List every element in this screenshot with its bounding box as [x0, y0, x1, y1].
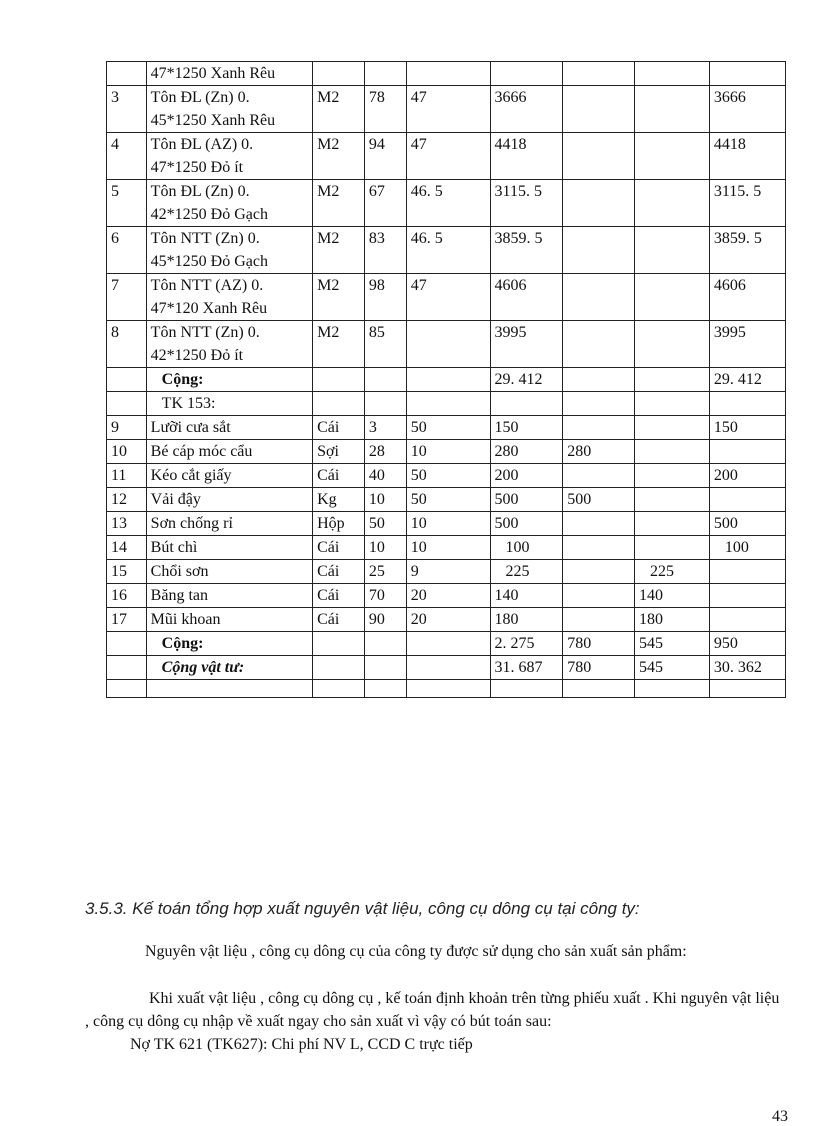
- cell-name: Kéo cắt giấy: [146, 464, 312, 488]
- cell-unit: Cái: [313, 464, 365, 488]
- cell-name: TK 153:: [146, 392, 312, 416]
- subtotal-row: [107, 632, 786, 656]
- table-row: [107, 62, 786, 86]
- cell-unit: [313, 656, 365, 680]
- cell-col6: [563, 227, 635, 274]
- cell-qty: 78: [364, 86, 406, 133]
- table-row: [107, 488, 786, 512]
- cell-name: Tôn ĐL (Zn) 0. 45*1250 Xanh Rêu: [146, 86, 312, 133]
- cell-price: 10: [406, 512, 490, 536]
- cell-amount: 500: [490, 512, 563, 536]
- cell-price: [406, 656, 490, 680]
- cell-col7: [634, 392, 709, 416]
- cell-qty: 3: [364, 416, 406, 440]
- cell-col7: [634, 440, 709, 464]
- cell-name: Băng tan: [146, 584, 312, 608]
- cell-qty: 70: [364, 584, 406, 608]
- cell-col7: [634, 464, 709, 488]
- table-row: [107, 560, 786, 584]
- table-row: [107, 416, 786, 440]
- cell-qty: 83: [364, 227, 406, 274]
- cell-qty: 94: [364, 133, 406, 180]
- cell-no: [107, 392, 147, 416]
- cell-no: [107, 368, 147, 392]
- cell-col7: [634, 368, 709, 392]
- cell-qty: 85: [364, 321, 406, 368]
- cell-qty: [364, 632, 406, 656]
- cell-name: Bút chì: [146, 536, 312, 560]
- cell-name: Tôn NTT (Zn) 0. 42*1250 Đỏ ít: [146, 321, 312, 368]
- page-number: 43: [772, 1108, 788, 1125]
- cell-price: 47: [406, 86, 490, 133]
- cell-qty: 50: [364, 512, 406, 536]
- empty-row: [107, 680, 786, 698]
- cell-price: 46. 5: [406, 180, 490, 227]
- cell-price: 10: [406, 440, 490, 464]
- cell-name: Vải đậy: [146, 488, 312, 512]
- cell-no: 5: [107, 180, 147, 227]
- cell-name: Sơn chống rỉ: [146, 512, 312, 536]
- cell-col8: 29. 412: [709, 368, 785, 392]
- cell-col7: [634, 512, 709, 536]
- paragraph-debit: Nợ TK 621 (TK627): Chi phí NV L, CCD C trực tiếp: [130, 1036, 473, 1053]
- cell-unit: Cái: [313, 416, 365, 440]
- cell-no: [107, 656, 147, 680]
- cell-price: [406, 680, 490, 698]
- cell-col8: 500: [709, 512, 785, 536]
- cell-no: 8: [107, 321, 147, 368]
- cell-col8: 3995: [709, 321, 785, 368]
- table-row: [107, 440, 786, 464]
- cell-amount: 100: [490, 536, 563, 560]
- cell-col7: [634, 227, 709, 274]
- cell-name: Tôn ĐL (AZ) 0. 47*1250 Đỏ ít: [146, 133, 312, 180]
- cell-amount: 200: [490, 464, 563, 488]
- cell-amount: 3859. 5: [490, 227, 563, 274]
- cell-amount: 180: [490, 608, 563, 632]
- cell-no: 14: [107, 536, 147, 560]
- cell-unit: M2: [313, 133, 365, 180]
- cell-qty: [364, 656, 406, 680]
- cell-unit: [313, 368, 365, 392]
- cell-col7: 140: [634, 584, 709, 608]
- cell-col7: [634, 274, 709, 321]
- cell-no: 13: [107, 512, 147, 536]
- table-row: [107, 536, 786, 560]
- cell-col6: [563, 464, 635, 488]
- cell-unit: M2: [313, 274, 365, 321]
- cell-col8: 200: [709, 464, 785, 488]
- paragraph-entry: Khi xuất vật liệu , công cụ dông cụ , kế toán định khoản trên từng phiếu xuất . Khi nguyên vật liệu , công cụ dông cụ nhập về xuất ngay cho sản xuất vì vậy có bút toán sau:: [85, 990, 780, 1030]
- table-row: [107, 464, 786, 488]
- cell-col7: 225: [634, 560, 709, 584]
- cell-amount: 2. 275: [490, 632, 563, 656]
- cell-col7: [634, 180, 709, 227]
- cell-col6: [563, 368, 635, 392]
- table-row: [107, 133, 786, 180]
- cell-col8: 30. 362: [709, 656, 785, 680]
- cell-col8: [709, 440, 785, 464]
- cell-col6: 780: [563, 656, 635, 680]
- cell-amount: 280: [490, 440, 563, 464]
- cell-col6: [563, 86, 635, 133]
- subtotal-row: [107, 368, 786, 392]
- cell-col7: [634, 133, 709, 180]
- table-row: [107, 608, 786, 632]
- cell-col8: 950: [709, 632, 785, 656]
- cell-qty: 40: [364, 464, 406, 488]
- cell-amount: [490, 62, 563, 86]
- cell-name: Tôn NTT (AZ) 0. 47*120 Xanh Rêu: [146, 274, 312, 321]
- cell-col8: [709, 584, 785, 608]
- cell-col7: 545: [634, 656, 709, 680]
- cell-qty: 10: [364, 488, 406, 512]
- cell-price: 50: [406, 416, 490, 440]
- cell-name: [146, 680, 312, 698]
- cell-name: Tôn NTT (Zn) 0. 45*1250 Đỏ Gạch: [146, 227, 312, 274]
- cell-col6: [563, 180, 635, 227]
- cell-amount: 4606: [490, 274, 563, 321]
- cell-unit: Cái: [313, 536, 365, 560]
- cell-no: 7: [107, 274, 147, 321]
- cell-price: 10: [406, 536, 490, 560]
- grand-total-row: [107, 656, 786, 680]
- cell-name: 47*1250 Xanh Rêu: [146, 62, 312, 86]
- section-row: [107, 392, 786, 416]
- cell-unit: Hộp: [313, 512, 365, 536]
- cell-amount: 29. 412: [490, 368, 563, 392]
- cell-amount: [490, 680, 563, 698]
- cell-amount: 150: [490, 416, 563, 440]
- cell-no: 6: [107, 227, 147, 274]
- cell-col8: 4418: [709, 133, 785, 180]
- cell-col8: 3859. 5: [709, 227, 785, 274]
- table-row: [107, 321, 786, 368]
- cell-col6: 280: [563, 440, 635, 464]
- cell-col6: [563, 133, 635, 180]
- cell-price: 47: [406, 274, 490, 321]
- cell-unit: [313, 392, 365, 416]
- materials-table: [106, 61, 786, 698]
- cell-col8: [709, 488, 785, 512]
- cell-no: 3: [107, 86, 147, 133]
- cell-col6: [563, 392, 635, 416]
- section-heading: 3.5.3. Kế toán tổng hợp xuất nguyên vật liệu, công cụ dông cụ tại công ty:: [85, 899, 640, 918]
- cell-col8: 4606: [709, 274, 785, 321]
- cell-qty: 67: [364, 180, 406, 227]
- cell-col6: [563, 62, 635, 86]
- cell-name: Tôn ĐL (Zn) 0. 42*1250 Đỏ Gạch: [146, 180, 312, 227]
- cell-col6: [563, 608, 635, 632]
- cell-qty: 10: [364, 536, 406, 560]
- cell-qty: 98: [364, 274, 406, 321]
- cell-name: Chổi sơn: [146, 560, 312, 584]
- cell-amount: 140: [490, 584, 563, 608]
- cell-amount: 225: [490, 560, 563, 584]
- cell-unit: [313, 632, 365, 656]
- cell-col8: [709, 608, 785, 632]
- cell-unit: Kg: [313, 488, 365, 512]
- cell-col8: 100: [709, 536, 785, 560]
- cell-no: 12: [107, 488, 147, 512]
- cell-col6: [563, 584, 635, 608]
- cell-no: 17: [107, 608, 147, 632]
- cell-col7: [634, 680, 709, 698]
- cell-unit: M2: [313, 227, 365, 274]
- cell-col6: [563, 512, 635, 536]
- cell-col8: [709, 680, 785, 698]
- cell-col8: 150: [709, 416, 785, 440]
- cell-amount: 31. 687: [490, 656, 563, 680]
- cell-col6: [563, 536, 635, 560]
- cell-col7: [634, 416, 709, 440]
- cell-amount: [490, 392, 563, 416]
- cell-price: 9: [406, 560, 490, 584]
- table-row: [107, 584, 786, 608]
- cell-price: [406, 62, 490, 86]
- cell-price: 20: [406, 608, 490, 632]
- cell-price: [406, 392, 490, 416]
- cell-unit: Cái: [313, 584, 365, 608]
- cell-qty: 25: [364, 560, 406, 584]
- cell-col6: [563, 680, 635, 698]
- cell-no: 11: [107, 464, 147, 488]
- cell-name: Lưỡi cưa sắt: [146, 416, 312, 440]
- cell-price: [406, 632, 490, 656]
- cell-col8: 3666: [709, 86, 785, 133]
- cell-unit: Cái: [313, 608, 365, 632]
- cell-unit: Cái: [313, 560, 365, 584]
- cell-col6: [563, 274, 635, 321]
- cell-col8: 3115. 5: [709, 180, 785, 227]
- cell-no: 15: [107, 560, 147, 584]
- cell-no: 9: [107, 416, 147, 440]
- cell-no: 10: [107, 440, 147, 464]
- cell-qty: [364, 62, 406, 86]
- table-row: [107, 227, 786, 274]
- cell-qty: [364, 392, 406, 416]
- cell-no: 4: [107, 133, 147, 180]
- cell-qty: 90: [364, 608, 406, 632]
- cell-col6: [563, 416, 635, 440]
- cell-col6: 500: [563, 488, 635, 512]
- cell-unit: M2: [313, 321, 365, 368]
- cell-no: [107, 62, 147, 86]
- cell-name: Cộng:: [146, 368, 312, 392]
- cell-no: 16: [107, 584, 147, 608]
- cell-price: 46. 5: [406, 227, 490, 274]
- cell-price: 20: [406, 584, 490, 608]
- cell-qty: [364, 368, 406, 392]
- cell-col7: [634, 488, 709, 512]
- table-row: [107, 274, 786, 321]
- paragraph-usage: Nguyên vật liệu , công cụ dông cụ của công ty được sử dụng cho sản xuất sản phẩm:: [145, 943, 687, 960]
- cell-price: 50: [406, 488, 490, 512]
- cell-col8: [709, 62, 785, 86]
- cell-col7: 180: [634, 608, 709, 632]
- cell-col6: [563, 321, 635, 368]
- cell-unit: [313, 62, 365, 86]
- cell-amount: 3995: [490, 321, 563, 368]
- cell-price: [406, 321, 490, 368]
- table-row: [107, 512, 786, 536]
- cell-qty: 28: [364, 440, 406, 464]
- cell-unit: Sợi: [313, 440, 365, 464]
- cell-col6: [563, 560, 635, 584]
- cell-amount: 3115. 5: [490, 180, 563, 227]
- cell-col7: [634, 86, 709, 133]
- cell-col7: [634, 536, 709, 560]
- cell-no: [107, 632, 147, 656]
- cell-col7: 545: [634, 632, 709, 656]
- cell-price: 50: [406, 464, 490, 488]
- cell-price: [406, 368, 490, 392]
- cell-col6: 780: [563, 632, 635, 656]
- cell-price: 47: [406, 133, 490, 180]
- cell-col7: [634, 62, 709, 86]
- cell-name: Cộng:: [146, 632, 312, 656]
- cell-col8: [709, 392, 785, 416]
- cell-unit: M2: [313, 180, 365, 227]
- cell-no: [107, 680, 147, 698]
- cell-name: Bé cáp móc cẩu: [146, 440, 312, 464]
- cell-name: Mũi khoan: [146, 608, 312, 632]
- cell-qty: [364, 680, 406, 698]
- table-row: [107, 86, 786, 133]
- table-row: [107, 180, 786, 227]
- cell-amount: 4418: [490, 133, 563, 180]
- cell-amount: 500: [490, 488, 563, 512]
- cell-col8: [709, 560, 785, 584]
- cell-unit: M2: [313, 86, 365, 133]
- cell-name: Cộng vật tư:: [146, 656, 312, 680]
- cell-unit: [313, 680, 365, 698]
- cell-col7: [634, 321, 709, 368]
- cell-amount: 3666: [490, 86, 563, 133]
